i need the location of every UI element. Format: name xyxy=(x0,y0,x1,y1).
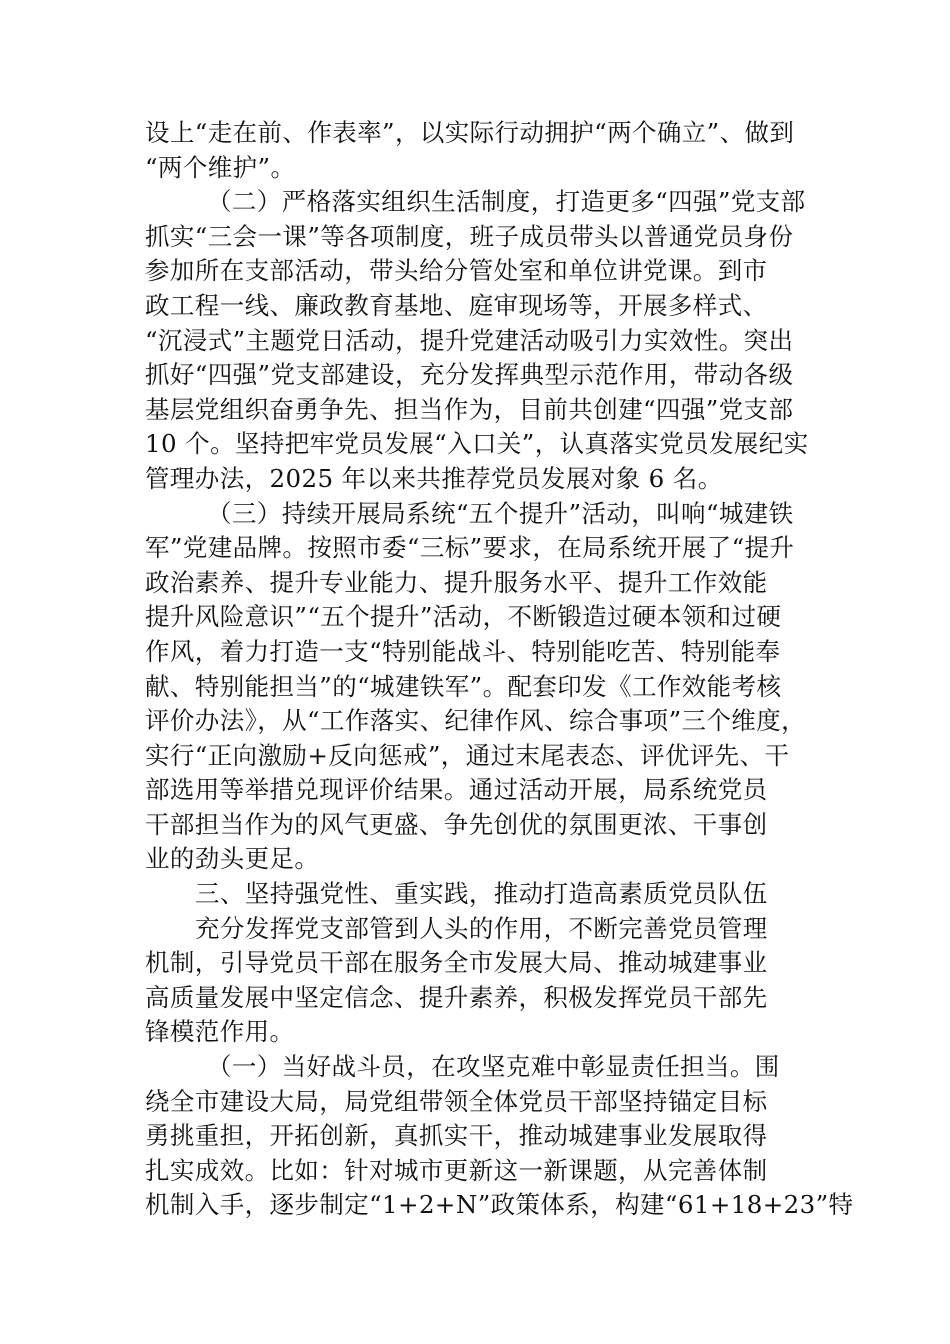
text-line: 10 个。坚持把牢党员发展“入口关”，认真落实党员发展纪实 xyxy=(145,429,809,459)
text-line: 锋模范作用。 xyxy=(145,1017,295,1047)
text-line: 政工程一线、廉政教育基地、庭审现场等，开展多样式、 xyxy=(145,290,768,320)
text-line: “沉浸式”主题党日活动，提升党建活动吸引力实效性。突出 xyxy=(145,325,794,355)
text-line: 扎实成效。比如：针对城市更新这一新课题，从完善体制 xyxy=(145,1155,768,1185)
paragraph-section-one xyxy=(145,1050,854,1223)
paragraph-continuation xyxy=(145,116,835,185)
section-heading-three xyxy=(145,877,835,912)
text-line: “两个维护”。 xyxy=(145,152,296,182)
subsection-heading-line: （一）当好战斗员，在攻坚克难中彰显责任担当。围 xyxy=(207,1052,780,1082)
subsection-heading-line: （二）严格落实组织生活制度，打造更多“四强”党支部 xyxy=(207,187,806,217)
text-line: 抓好“四强”党支部建设，充分发挥典型示范作用，带动各级 xyxy=(145,360,794,390)
text-line: 抓实“三会一课”等各项制度，班子成员带头以普通党员身份 xyxy=(145,221,794,251)
section-heading-line: 三、坚持强党性、重实践，推动打造高素质党员队伍 xyxy=(195,879,768,909)
text-line: 高质量发展中坚定信念、提升素养，积极发挥党员干部先 xyxy=(145,982,768,1012)
text-line: 管理办法，2025 年以来共推荐党员发展对象 6 名。 xyxy=(145,463,723,493)
text-line: 部选用等举措兑现评价结果。通过活动开展，局系统党员 xyxy=(145,775,768,805)
paragraph-section-two xyxy=(145,185,835,496)
text-line: 业的劲头更足。 xyxy=(145,844,320,874)
text-line: 军”党建品牌。按照市委“三标”要求，在局系统开展了“提升 xyxy=(145,533,795,563)
text-line: 机制，引导党员干部在服务全市发展大局、推动城建事业 xyxy=(145,948,768,978)
paragraph-intro xyxy=(145,912,835,1050)
text-line: 作风，着力打造一支“特别能战斗、特别能吃苦、特别能奉 xyxy=(145,636,781,666)
text-line: 干部担当作为的风气更盛、争先创优的氛围更浓、干事创 xyxy=(145,809,768,839)
text-line: 设上“走在前、作表率”，以实际行动拥护“两个确立”、做到 xyxy=(145,118,795,147)
paragraph-section-three xyxy=(145,497,835,878)
text-line: 实行“正向激励+反向惩戒”，通过末尾表态、评优评先、干 xyxy=(145,740,790,770)
text-line: 提升风险意识”“五个提升”活动，不断锻造过硬本领和过硬 xyxy=(145,602,782,632)
text-line: 基层党组织奋勇争先、担当作为，目前共创建“四强”党支部 xyxy=(145,394,794,424)
text-line: 参加所在支部活动，带头给分管处室和单位讲党课。到市 xyxy=(145,256,768,286)
subsection-heading-line: （三）持续开展局系统“五个提升”活动，叫响“城建铁 xyxy=(207,498,794,528)
text-line: 勇挑重担，开拓创新，真抓实干，推动城建事业发展取得 xyxy=(145,1121,768,1151)
text-line: 机制入手，逐步制定“1+2+N”政策体系，构建“61+18+23”特 xyxy=(145,1190,854,1220)
text-line: 充分发挥党支部管到人头的作用，不断完善党员管理 xyxy=(195,913,768,943)
text-line: 政治素养、提升专业能力、提升服务水平、提升工作效能 xyxy=(145,567,768,597)
document-body xyxy=(145,116,854,1223)
text-line: 绕全市建设大局，局党组带领全体党员干部坚持锚定目标 xyxy=(145,1086,768,1116)
text-line: 献、特别能担当”的“城建铁军”。配套印发《工作效能考核 xyxy=(145,671,782,701)
text-line: 评价办法》，从“工作落实、纪律作风、综合事项”三个维度， xyxy=(145,706,806,736)
